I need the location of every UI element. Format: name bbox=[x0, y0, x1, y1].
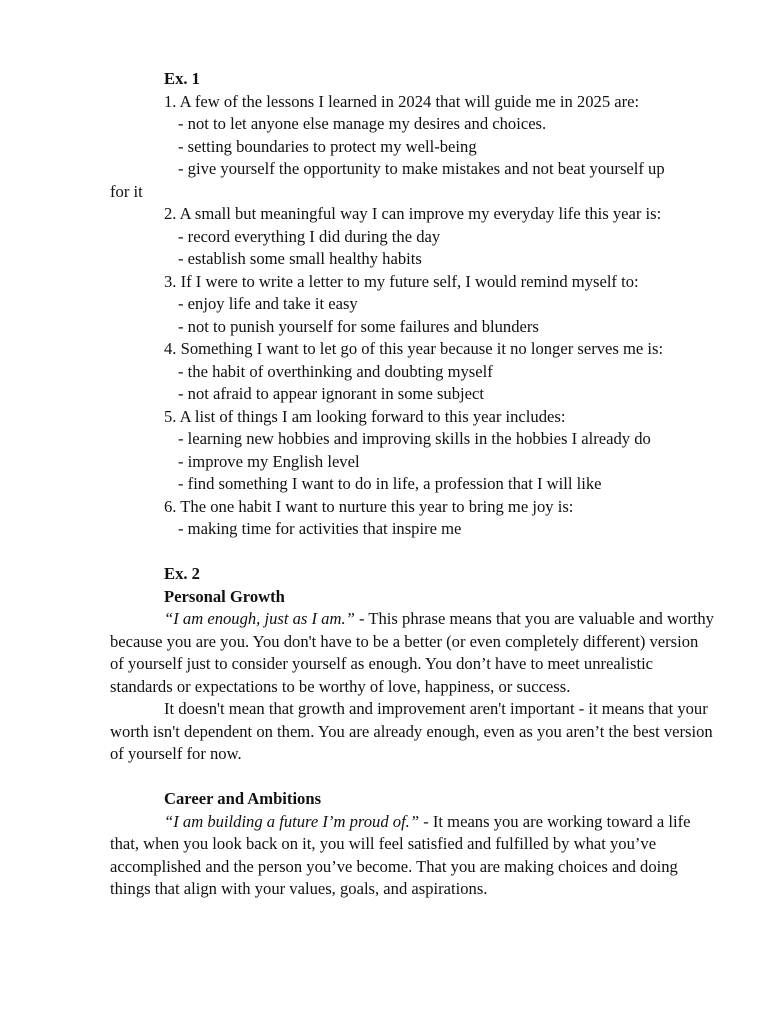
personal-growth-text: - This phrase means that you are valuable and worthy because you are you. You don't have to be a better (or even completely different) version of yourself just to consider yourself as enough. You don’t have to meet unrealistic standards or expectations to be worthy of love, happiness, or success. bbox=[110, 609, 714, 696]
career-quote: “I am building a future I’m proud of.” bbox=[164, 811, 420, 831]
career-paragraph-1 bbox=[110, 811, 714, 901]
question-5: 5. A list of things I am looking forward to this year includes: bbox=[164, 406, 566, 426]
question-4: 4. Something I want to let go of this year because it no longer serves me is: bbox=[164, 339, 664, 358]
personal-growth-paragraph-1 bbox=[110, 608, 714, 698]
list-item-wrap: for it bbox=[110, 181, 143, 201]
list-item: - learning new hobbies and improving skills in the hobbies I already do bbox=[178, 429, 651, 448]
question-6: 6. The one habit I want to nurture this year to bring me joy is: bbox=[164, 496, 574, 516]
question-3: 3. If I were to write a letter to my future self, I would remind myself to: bbox=[164, 271, 639, 291]
list-item: - not to let anyone else manage my desires and choices. bbox=[178, 114, 547, 133]
list-item: - not to punish yourself for some failures and blunders bbox=[178, 316, 539, 336]
question-2: 2. A small but meaningful way I can improve my everyday life this year is: bbox=[164, 204, 662, 223]
ex2-heading: Ex. 2 bbox=[164, 564, 200, 583]
list-item: - not afraid to appear ignorant in some subject bbox=[178, 384, 484, 403]
personal-growth-title: Personal Growth bbox=[164, 586, 285, 606]
personal-growth-paragraph-2: It doesn't mean that growth and improvement aren't important - it means that your worth isn't dependent on them. You are already enough, even as you aren’t the best version of yourself for now. bbox=[110, 699, 713, 763]
list-item: - making time for activities that inspire me bbox=[178, 519, 462, 538]
career-title: Career and Ambitions bbox=[164, 789, 322, 808]
list-item: - enjoy life and take it easy bbox=[178, 294, 358, 313]
list-item: - establish some small healthy habits bbox=[178, 249, 422, 268]
question-1: 1. A few of the lessons I learned in 2024 that will guide me in 2025 are: bbox=[164, 91, 640, 111]
list-item: - setting boundaries to protect my well-being bbox=[178, 136, 477, 156]
list-item: - the habit of overthinking and doubting myself bbox=[178, 361, 493, 381]
spacer bbox=[110, 541, 714, 564]
list-item: - improve my English level bbox=[178, 451, 360, 471]
list-item: - record everything I did during the day bbox=[178, 226, 441, 246]
list-item: - find something I want to do in life, a profession that I will like bbox=[178, 474, 602, 493]
career-text: - It means you are working toward a life that, when you look back on it, you will feel satisfied and fulfilled by what you’ve accomplished and the person you’ve become. That you are making choices and doing things that align with your values, goals, and aspirations. bbox=[110, 811, 691, 898]
ex1-heading: Ex. 1 bbox=[164, 69, 200, 88]
spacer bbox=[110, 766, 714, 789]
document-page bbox=[110, 68, 714, 901]
personal-growth-quote: “I am enough, just as I am.” bbox=[164, 609, 355, 628]
list-item: - give yourself the opportunity to make mistakes and not beat yourself up bbox=[178, 159, 665, 178]
